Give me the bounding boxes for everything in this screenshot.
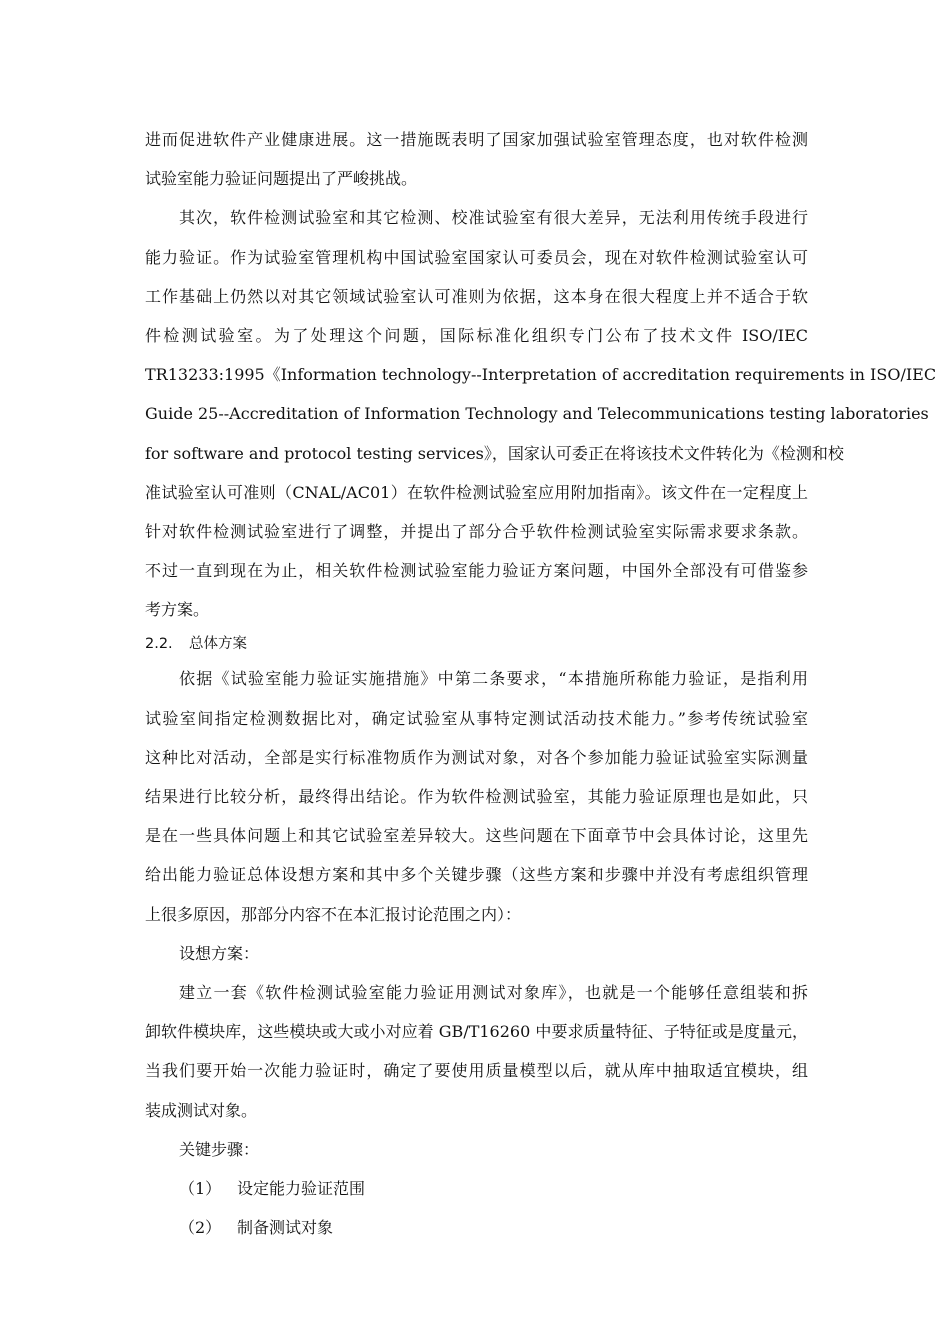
text-line: for software and protocol testing services》，国家认可委正在将该技术文件转化为《检测和校 [145, 443, 844, 463]
text-line: 考方案。 [145, 600, 210, 620]
steps-list [145, 1169, 808, 1247]
text-line: 给出能力验证总体设想方案和其中多个关键步骤（这些方案和步骤中并没有考虑组织管理 [145, 865, 808, 885]
text-line: 装成测试对象。 [145, 1100, 258, 1120]
steps-label: 关键步骤： [179, 1139, 260, 1159]
list-marker: （2） [179, 1218, 222, 1238]
paragraph-1 [145, 120, 808, 198]
text-line: 针对软件检测试验室进行了调整，并提出了部分合乎软件检测试验室实际需求要求条款。 [145, 521, 808, 541]
section-number: 2.2. [145, 636, 173, 653]
text-line: 不过一直到现在为止，相关软件检测试验室能力验证方案问题，中国外全部没有可借鉴参 [145, 561, 808, 581]
paragraph-4 [145, 973, 808, 1130]
text-line: 试验室间指定检测数据比对，确定试验室从事特定测试活动技术能力。”参考传统试验室 [145, 708, 808, 728]
paragraph-2 [145, 198, 937, 629]
section-heading [145, 629, 808, 659]
plan-label: 设想方案： [179, 943, 260, 963]
list-item [145, 1208, 808, 1247]
text-line: 准试验室认可准则（CNAL/AC01）在软件检测试验室应用附加指南》。该文件在一定程度上 [145, 482, 808, 502]
text-line: 件检测试验室。为了处理这个问题，国际标准化组织专门公布了技术文件 ISO/IEC [145, 325, 808, 345]
text-line: 进而促进软件产业健康进展。这一措施既表明了国家加强试验室管理态度，也对软件检测 [145, 130, 808, 149]
text-line: 能力验证。作为试验室管理机构中国试验室国家认可委员会，现在对软件检测试验室认可 [145, 247, 808, 267]
paragraph-3 [145, 659, 808, 933]
list-marker: （1） [179, 1178, 222, 1198]
list-text: 制备测试对象 [237, 1218, 334, 1238]
text-line: 其次，软件检测试验室和其它检测、校准试验室有很大差异，无法利用传统手段进行 [179, 208, 808, 228]
text-line: 工作基础上仍然以对其它领域试验室认可准则为依据，这本身在很大程度上并不适合于软 [145, 286, 808, 306]
text-line: 当我们要开始一次能力验证时，确定了要使用质量模型以后，就从库中抽取适宜模块，组 [145, 1061, 808, 1081]
text-line: 上很多原因，那部分内容不在本汇报讨论范围之内）： [145, 904, 522, 924]
text-line: 是在一些具体问题上和其它试验室差异较大。这些问题在下面章节中会具体讨论，这里先 [145, 826, 808, 846]
text-line: TR13233:1995《Information technology--Interpretation of accreditation requirements in ISO/IEC [145, 365, 937, 385]
text-line: 结果进行比较分析，最终得出结论。作为软件检测试验室，其能力验证原理也是如此，只 [145, 787, 808, 806]
section-title: 总体方案 [189, 636, 247, 653]
list-text: 设定能力验证范围 [237, 1178, 366, 1198]
text-line: 试验室能力验证问题提出了严峻挑战。 [145, 169, 418, 189]
text-line: 这种比对活动，全部是实行标准物质作为测试对象，对各个参加能力验证试验室实际测量 [145, 747, 808, 767]
text-line: 依据《试验室能力验证实施措施》中第二条要求，“本措施所称能力验证，是指利用 [179, 669, 808, 689]
text-line: 建立一套《软件检测试验室能力验证用测试对象库》，也就是一个能够任意组装和拆 [179, 982, 808, 1002]
text-line: 卸软件模块库，这些模块或大或小对应着 GB/T16260 中要求质量特征、子特征或是度量元， [145, 1022, 808, 1042]
page-body [145, 120, 937, 1247]
list-item [145, 1169, 808, 1208]
text-line: Guide 25--Accreditation of Information Technology and Telecommunications testing laboratories [145, 404, 929, 424]
